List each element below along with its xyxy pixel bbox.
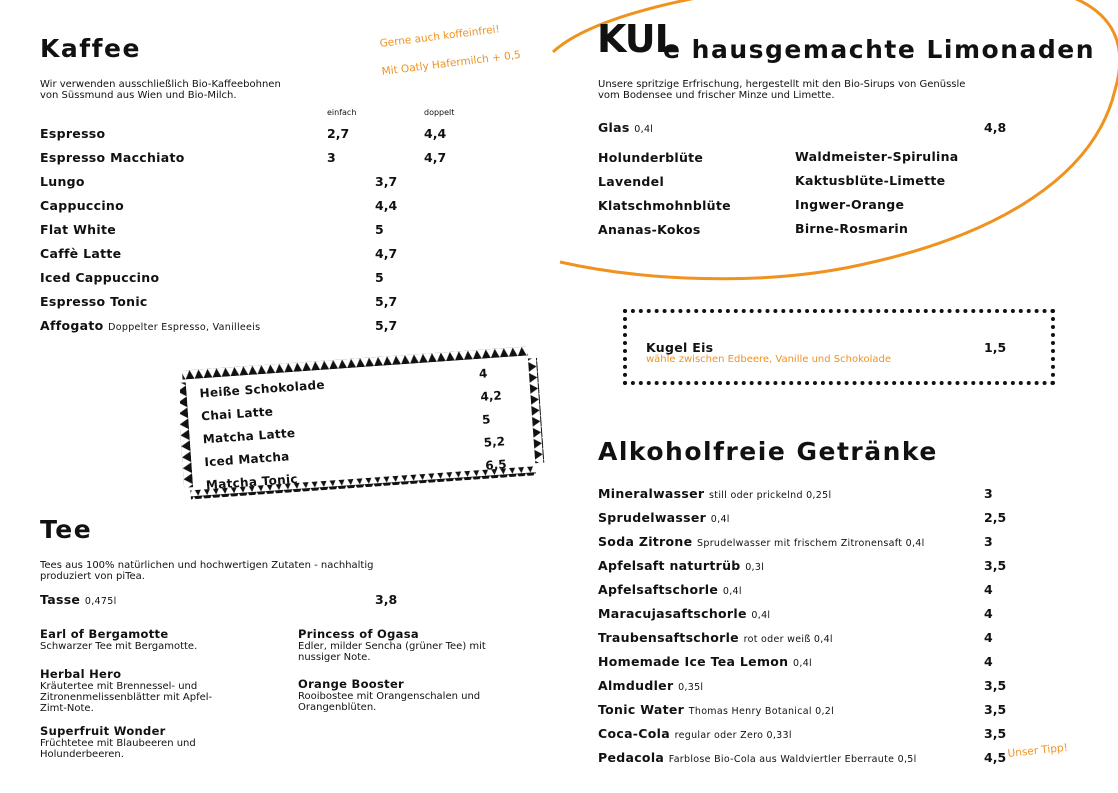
tea-name: Princess of Ogasa [298,627,419,641]
kaffee-price: 5 [375,222,384,237]
tea-desc: Edler, milder Sencha (grüner Tee) mit [298,641,486,652]
specials-box [180,340,550,505]
limo-flavor: Klatschmohnblüte [598,198,731,213]
tea-item [40,724,196,760]
drink-item [598,582,742,597]
kaffee-price-double: 4,7 [424,150,447,165]
kaffee-item-name: Cappuccino [40,198,124,213]
tip-note: Unser Tipp! [1007,741,1069,760]
drink-item-name: Apfelsaft naturtrüb [598,558,741,573]
drink-item-note: rot oder weiß 0,4l [743,634,833,645]
drink-item-price: 4 [984,654,993,669]
drink-item-price: 4 [984,582,993,597]
kaffee-price: 5,7 [375,318,398,333]
drink-item-price: 4,5 [984,750,1007,765]
tea-name: Superfruit Wonder [40,724,166,738]
tea-desc: Zitronenmelissenblätter mit Apfel- [40,692,213,703]
tea-desc: Rooibostee mit Orangenschalen und [298,691,481,702]
tea-desc: Früchtetee mit Blaubeeren und [40,738,196,749]
limo-glass-price: 4,8 [984,120,1007,135]
kaffee-item-name: Espresso Tonic [40,294,148,309]
drink-item [598,678,703,693]
kaffee-item [40,270,159,285]
drink-item-note: 0,3l [745,562,765,573]
drink-item-name: Tonic Water [598,702,685,717]
kaffee-item [40,222,116,237]
tea-desc: Kräutertee mit Brennessel- und [40,681,198,692]
tee-cup: Tasse 0,475l [40,592,117,607]
kaffee-item-note: Doppelter Espresso, Vanilleeis [108,322,261,333]
special-item-name: Chai Latte [200,404,274,424]
tea-item [40,667,212,714]
kaffee-item-name: Affogato [40,318,104,333]
drink-item-name: Traubensaftschorle [598,630,739,645]
kaffee-intro: Wir verwenden ausschließlich Bio-Kaffeebohnen von Süssmund aus Wien und Bio-Milch. [40,79,281,101]
decaf-note: Gerne auch koffeinfrei! [379,23,501,50]
drink-item-name: Pedacola [598,750,665,765]
tea-desc: Holunderbeeren. [40,749,124,760]
tea-desc: Orangenblüten. [298,702,377,713]
drink-item-name: Apfelsaftschorle [598,582,719,597]
drink-item-price: 3,5 [984,558,1007,573]
special-item-price: 5 [481,412,491,427]
kaffee-item-name: Espresso Macchiato [40,150,185,165]
tea-desc: nussiger Note. [298,652,371,663]
limo-flavor: Waldmeister-Spirulina [795,149,959,164]
kaffee-price: 4,7 [375,246,398,261]
eis-name: Kugel Eis [646,340,714,355]
drink-item-name: Mineralwasser [598,486,705,501]
kaffee-item [40,246,121,261]
drink-item-price: 4 [984,630,993,645]
tea-name: Earl of Bergamotte [40,627,169,641]
kaffee-item [40,318,260,333]
kaffee-item-name: Caffè Latte [40,246,122,261]
drink-item [598,510,730,525]
drink-item-price: 3 [984,534,993,549]
oatly-note: Mit Oatly Hafermilch + 0,5 [381,48,522,78]
special-item-price: 4 [478,366,488,381]
special-item-name: Matcha Latte [202,425,296,447]
tea-item [40,627,197,652]
tea-desc: Schwarzer Tee mit Bergamotte. [40,641,198,652]
tea-item [298,677,480,713]
kaffee-price: 5,7 [375,294,398,309]
drink-item-name: Homemade Ice Tea Lemon [598,654,789,669]
drink-item-note: Thomas Henry Botanical 0,2l [688,706,835,717]
drink-item-name: Soda Zitrone [598,534,693,549]
col-einfach: einfach [327,108,357,117]
drink-item [598,558,764,573]
kaffee-price: 5 [375,270,384,285]
drink-item [598,750,917,765]
tea-name: Herbal Hero [40,667,122,681]
kaffee-price-single: 2,7 [327,126,350,141]
drink-item [598,702,834,717]
limonaden-title: e hausgemachte Limonaden [663,35,1096,64]
tee-title: Tee [40,515,93,544]
tea-desc: Zimt-Note. [40,703,94,714]
special-item-price: 5,2 [483,434,506,450]
kaffee-price: 3,7 [375,174,398,189]
alkoholfrei-title: Alkoholfreie Getränke [598,437,938,466]
drink-item-note: 0,35l [678,682,704,693]
drink-item [598,654,812,669]
kaffee-item [40,198,124,213]
drink-item-note: Farblose Bio-Cola aus Waldviertler Eberraute 0,5l [668,754,917,765]
limo-glass: Glas 0,4l [598,120,654,135]
special-item-price: 4,2 [480,388,503,404]
kaffee-item-name: Flat White [40,222,117,237]
drink-item-note: 0,4l [751,610,771,621]
drink-item-note: 0,4l [793,658,812,669]
limo-flavor: Ingwer-Orange [795,197,905,212]
drink-item [598,630,833,645]
kaffee-price-single: 3 [327,150,336,165]
kaffee-item-name: Iced Cappuccino [40,270,160,285]
drink-item-note: Sprudelwasser mit frischem Zitronensaft 0,4l [697,538,925,549]
limo-flavor: Holunderblüte [598,150,704,165]
limo-intro: Unsere spritzige Erfrischung, hergestellt mit den Bio-Sirups von Genüssle vom Bodensee und frischer Minze und Limette. [598,79,966,101]
kaffee-price: 4,4 [375,198,398,213]
kaffee-item [40,174,85,189]
drink-item-price: 3,5 [984,726,1007,741]
drink-item [598,534,925,549]
tea-item [298,627,486,663]
drink-item-price: 3,5 [984,702,1007,717]
drink-item [598,726,792,741]
tee-cup-price: 3,8 [375,592,398,607]
drink-item-note: still oder prickelnd 0,25l [709,490,832,501]
drink-item [598,606,770,621]
drink-item-name: Maracujasaftschorle [598,606,747,621]
kul-logo: KUL [597,17,678,61]
kaffee-title: Kaffee [40,34,141,63]
kaffee-price-double: 4,4 [424,126,447,141]
limo-flavor: Kaktusblüte-Limette [795,173,946,188]
drink-item [598,486,831,501]
drink-item-note: regular oder Zero 0,33l [674,730,792,741]
kaffee-item-name: Espresso [40,126,106,141]
kaffee-item [40,126,105,141]
eis-desc: wähle zwischen Edbeere, Vanille und Schokolade [646,354,892,365]
special-item-name: Heiße Schokolade [199,377,326,401]
drink-item-note: 0,4l [710,514,730,525]
drink-item-price: 4 [984,606,993,621]
drink-item-price: 2,5 [984,510,1007,525]
eis-price: 1,5 [984,340,1007,355]
special-item-name: Matcha Tonic [205,471,299,493]
kaffee-item-name: Lungo [40,174,85,189]
tee-intro: Tees aus 100% natürlichen und hochwertigen Zutaten - nachhaltig produziert von piTea. [40,560,374,582]
special-item-price: 6,5 [484,457,508,473]
limo-flavor: Birne-Rosmarin [795,221,909,236]
drink-item-price: 3 [984,486,993,501]
limo-flavor: Lavendel [598,174,665,189]
kaffee-item [40,150,185,165]
drink-item-name: Coca-Cola [598,726,670,741]
special-item-name: Iced Matcha [203,449,291,470]
drink-item-name: Almdudler [598,678,674,693]
limo-flavor: Ananas-Kokos [598,222,701,237]
drink-item-price: 3,5 [984,678,1007,693]
col-doppelt: doppelt [424,108,455,117]
kaffee-item [40,294,148,309]
drink-item-note: 0,4l [722,586,742,597]
drink-item-name: Sprudelwasser [598,510,707,525]
tea-name: Orange Booster [298,677,405,691]
